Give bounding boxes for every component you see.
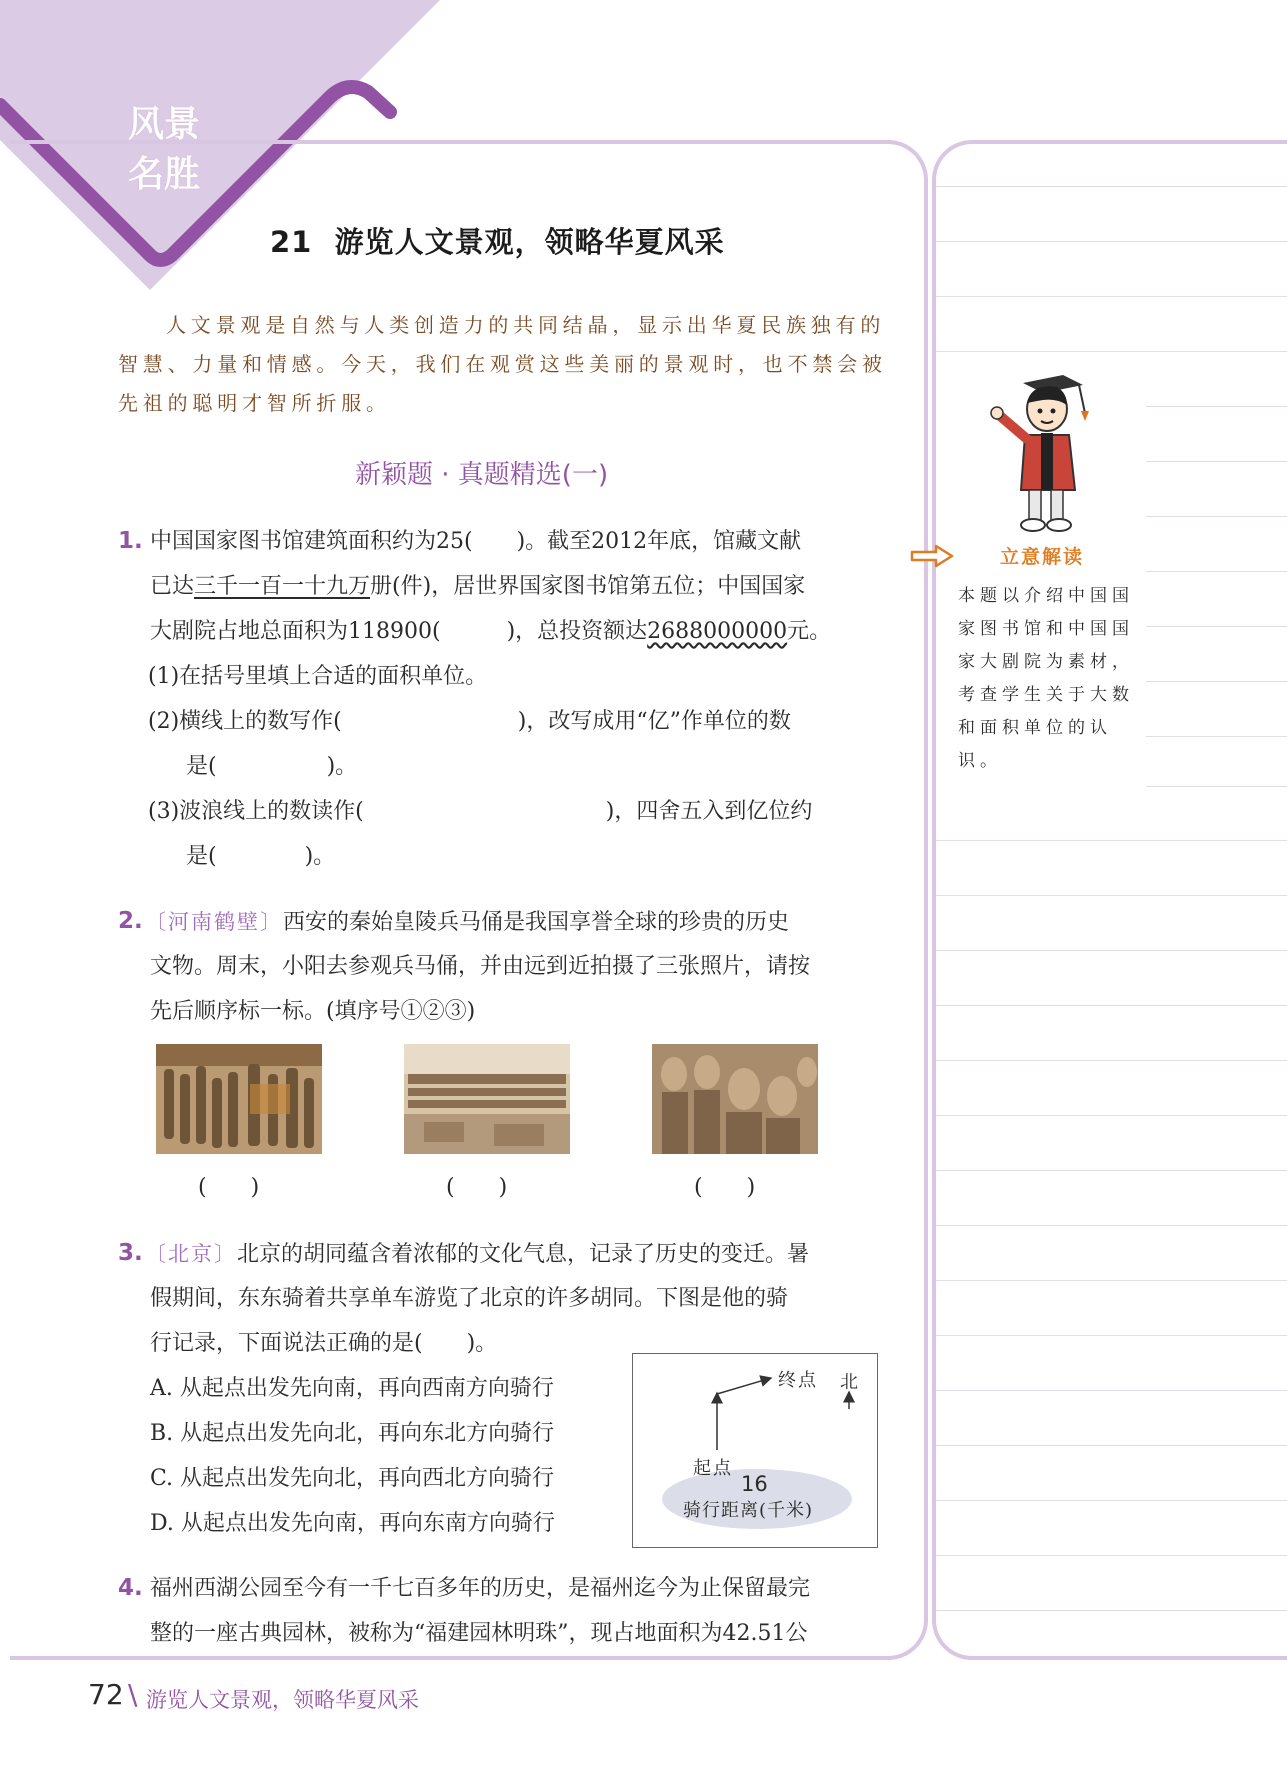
pointing-arrow-icon <box>910 544 954 568</box>
column-label-line1: 风景 <box>128 104 201 145</box>
note-line <box>936 1610 1287 1611</box>
q1-underlined-number: 三千一百一十九万 <box>194 574 371 599</box>
question-1-line-2 <box>150 572 805 602</box>
q2-text: 西安的秦始皇陵兵马俑是我国享誉全球的珍贵的历史 <box>283 910 790 935</box>
note-line <box>936 241 1287 242</box>
note-line <box>1146 516 1287 517</box>
note-line <box>1146 786 1287 787</box>
lesson-title-text: 游览人文景观，领略华夏风采 <box>334 225 725 259</box>
question-4-number: 4. <box>118 1575 143 1601</box>
option-b[interactable]: B. 从起点出发先向北，再向东北方向骑行 <box>150 1421 555 1446</box>
option-a[interactable]: A. 从起点出发先向南，再向西南方向骑行 <box>150 1376 554 1401</box>
q1-wavy-number: 2688000000 <box>647 619 788 644</box>
question-2-line-2: 文物。周末，小阳去参观兵马俑，并由远到近拍摄了三张照片，请按 <box>150 954 811 979</box>
question-1-sub-2: (2)横线上的数写作( )，改写成用“亿”作单位的数 <box>148 709 791 734</box>
terracotta-photo-3 <box>652 1044 818 1154</box>
route-leg-2 <box>717 1378 771 1394</box>
note-line <box>1146 626 1287 627</box>
note-line <box>936 950 1287 951</box>
question-1-number: 1. <box>118 528 143 554</box>
section-title: 新颖题 · 真题精选(一) <box>355 460 609 490</box>
terracotta-photo-1 <box>156 1044 322 1154</box>
distance-caption: 骑行距离(千米) <box>683 1500 814 1521</box>
distance-value: 16 <box>741 1472 768 1496</box>
sidebar-title: 立意解读 <box>1000 546 1085 568</box>
option-d[interactable]: D. 从起点出发先向南，再向东南方向骑行 <box>150 1511 555 1536</box>
scholar-mascot-illustration <box>985 375 1095 535</box>
question-3-line-1 <box>145 1239 809 1270</box>
terracotta-photo-2 <box>404 1044 570 1154</box>
footer-title: 游览人文景观，领略华夏风采 <box>146 1688 419 1712</box>
note-line <box>936 1225 1287 1226</box>
note-line <box>936 351 1287 352</box>
question-1-line-1: 中国国家图书馆建筑面积约为25( )。截至2012年底，馆藏文献 <box>150 529 802 554</box>
note-line <box>1146 736 1287 737</box>
end-point-label: 终点 <box>778 1370 818 1391</box>
question-1-sub-3: (3)波浪线上的数读作( )，四舍五入到亿位约 <box>148 799 813 824</box>
note-line <box>1146 461 1287 462</box>
note-line <box>936 1500 1287 1501</box>
note-line <box>936 1390 1287 1391</box>
q3-text: 北京的胡同蕴含着浓郁的文化气息，记录了历史的变迁。暑 <box>237 1242 810 1267</box>
note-line <box>936 1280 1287 1281</box>
question-3-source: 〔北京〕 <box>145 1242 237 1266</box>
q2-answer-blank-3[interactable]: ( ) <box>694 1175 756 1200</box>
question-1-line-3 <box>150 617 831 647</box>
page-number: 72 <box>88 1678 124 1711</box>
note-line <box>1146 681 1287 682</box>
question-2-line-1 <box>145 907 789 938</box>
footer-divider: \ <box>128 1678 138 1711</box>
column-label-line2: 名胜 <box>128 154 201 195</box>
q2-answer-blank-1[interactable]: ( ) <box>198 1175 260 1200</box>
question-3-number: 3. <box>118 1240 143 1266</box>
notes-frame <box>932 140 1287 1660</box>
question-1-sub-1: (1)在括号里填上合适的面积单位。 <box>148 664 488 689</box>
question-4-line-2: 整的一座古典园林，被称为“福建园林明珠”，现占地面积为42.51公 <box>150 1621 808 1646</box>
lesson-number: 21 <box>270 225 313 259</box>
q1-text: 大剧院占地总面积为118900( )，总投资额达 <box>150 619 648 644</box>
note-line <box>936 895 1287 896</box>
note-line <box>936 1445 1287 1446</box>
question-1-sub-2-cont: 是( )。 <box>186 754 358 779</box>
note-line <box>936 1170 1287 1171</box>
option-c[interactable]: C. 从起点出发先向北，再向西北方向骑行 <box>150 1466 555 1491</box>
note-line <box>936 1115 1287 1116</box>
note-line <box>936 840 1287 841</box>
north-label: 北 <box>840 1372 858 1393</box>
note-line <box>936 1060 1287 1061</box>
note-line <box>936 1335 1287 1336</box>
note-line <box>936 1555 1287 1556</box>
question-3-line-2: 假期间，东东骑着共享单车游览了北京的许多胡同。下图是他的骑 <box>150 1286 789 1311</box>
route-diagram <box>632 1353 878 1548</box>
lesson-title <box>270 220 725 261</box>
note-line <box>936 1005 1287 1006</box>
sidebar-text: 本题以介绍中国国家图书馆和中国国家大剧院为素材，考查学生关于大数和面积单位的认识。 <box>958 586 1134 771</box>
question-2-number: 2. <box>118 908 143 934</box>
question-2-source: 〔河南鹤壁〕 <box>145 910 283 934</box>
q2-answer-blank-2[interactable]: ( ) <box>446 1175 508 1200</box>
question-3-line-3: 行记录，下面说法正确的是( )。 <box>150 1331 498 1356</box>
start-point-label: 起点 <box>693 1458 733 1479</box>
note-line <box>1146 571 1287 572</box>
question-1-sub-3-cont: 是( )。 <box>186 844 336 869</box>
q1-text: 元。 <box>787 619 832 644</box>
question-4-line-1: 福州西湖公园至今有一千七百多年的历史，是福州迄今为止保留最完 <box>150 1576 811 1601</box>
note-line <box>936 296 1287 297</box>
note-line <box>1146 406 1287 407</box>
q1-text: 册(件)，居世界国家图书馆第五位；中国国家 <box>370 574 806 599</box>
note-line <box>936 186 1287 187</box>
question-2-line-3: 先后顺序标一标。(填序号①②③) <box>150 999 476 1024</box>
q1-text: 已达 <box>150 574 195 599</box>
intro-paragraph: 人文景观是自然与人类创造力的共同结晶，显示出华夏民族独有的智慧、力量和情感。今天，我们在观赏这些美丽的景观时，也不禁会被先祖的聪明才智所折服。 <box>118 313 887 415</box>
